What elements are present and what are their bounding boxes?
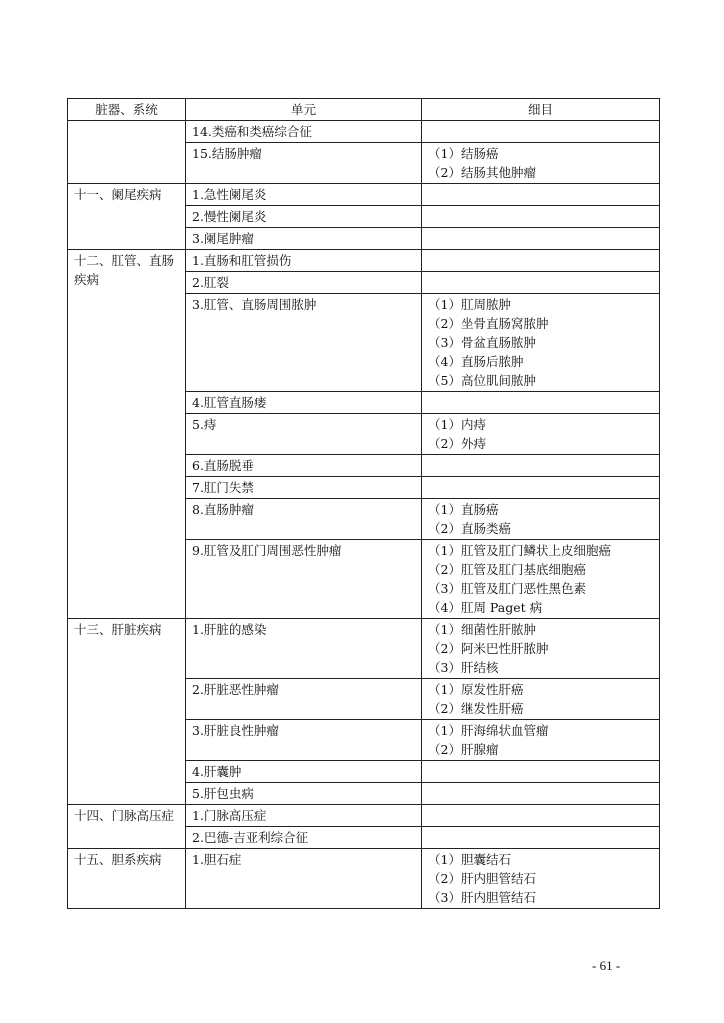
page-number: - 61 - [592, 958, 621, 973]
detail-cell [422, 827, 660, 849]
detail-cell [422, 272, 660, 294]
detail-item: （1）胆囊结石 [428, 852, 511, 867]
detail-cell [422, 392, 660, 414]
unit-cell: 7.肛门失禁 [186, 477, 422, 499]
detail-cell [422, 783, 660, 805]
detail-item: （3）骨盆直肠脓肿 [428, 335, 536, 350]
unit-cell: 15.结肠肿瘤 [186, 143, 422, 184]
detail-item: （3）肛管及肛门恶性黑色素 [428, 581, 586, 596]
unit-cell: 1.直肠和肛管损伤 [186, 250, 422, 272]
detail-cell [422, 679, 660, 720]
organ-cell: 十二、肛管、直肠疾病 [68, 250, 186, 619]
detail-item: （2）阿米巴性肝脓肿 [428, 641, 549, 656]
unit-cell: 4.肛管直肠瘘 [186, 392, 422, 414]
detail-item: （1）内痔 [428, 417, 486, 432]
unit-cell: 8.直肠肿瘤 [186, 499, 422, 540]
detail-cell [422, 805, 660, 827]
detail-item: （1）肛管及肛门鳞状上皮细胞癌 [428, 543, 611, 558]
detail-item: （3）肝结核 [428, 660, 499, 675]
detail-cell [422, 761, 660, 783]
table-row [68, 849, 660, 909]
unit-cell: 2.巴德-吉亚利综合征 [186, 827, 422, 849]
unit-cell: 1.门脉高压症 [186, 805, 422, 827]
detail-item: （1）原发性肝癌 [428, 682, 524, 697]
detail-cell [422, 499, 660, 540]
syllabus-table [67, 98, 660, 909]
unit-cell: 5.肝包虫病 [186, 783, 422, 805]
unit-cell: 2.慢性阑尾炎 [186, 206, 422, 228]
detail-item: （2）肝腺瘤 [428, 742, 499, 757]
detail-item: （2）肝内胆管结石 [428, 871, 536, 886]
unit-cell: 5.痔 [186, 414, 422, 455]
detail-item: （2）直肠类癌 [428, 521, 511, 536]
header-organ: 脏器、系统 [68, 99, 186, 121]
unit-cell: 3.阑尾肿瘤 [186, 228, 422, 250]
unit-cell: 9.肛管及肛门周围恶性肿瘤 [186, 540, 422, 619]
unit-cell: 2.肛裂 [186, 272, 422, 294]
detail-item: （4）肛周 Paget 病 [428, 600, 543, 615]
detail-item: （1）直肠癌 [428, 502, 499, 517]
unit-cell: 1.胆石症 [186, 849, 422, 909]
detail-cell [422, 184, 660, 206]
detail-item: （1）细菌性肝脓肿 [428, 622, 536, 637]
unit-cell: 2.肝脏恶性肿瘤 [186, 679, 422, 720]
detail-item: （3）肝内胆管结石 [428, 890, 536, 905]
detail-cell [422, 720, 660, 761]
detail-item: （5）高位肌间脓肿 [428, 373, 536, 388]
detail-cell [422, 143, 660, 184]
unit-cell: 14.类癌和类癌综合征 [186, 121, 422, 143]
table-row [68, 250, 660, 272]
detail-cell [422, 849, 660, 909]
unit-cell: 4.肝囊肿 [186, 761, 422, 783]
detail-item: （2）继发性肝癌 [428, 701, 524, 716]
detail-cell [422, 619, 660, 679]
unit-cell: 1.急性阑尾炎 [186, 184, 422, 206]
unit-cell: 1.肝脏的感染 [186, 619, 422, 679]
detail-cell [422, 414, 660, 455]
detail-cell [422, 206, 660, 228]
table-row [68, 184, 660, 206]
header-unit: 单元 [186, 99, 422, 121]
table-row [68, 805, 660, 827]
detail-cell [422, 455, 660, 477]
organ-cell: 十四、门脉高压症 [68, 805, 186, 849]
detail-cell [422, 121, 660, 143]
header-detail: 细目 [422, 99, 660, 121]
unit-cell: 3.肝脏良性肿瘤 [186, 720, 422, 761]
detail-item: （2）结肠其他肿瘤 [428, 165, 536, 180]
detail-item: （2）坐骨直肠窝脓肿 [428, 316, 549, 331]
table-row [68, 619, 660, 679]
detail-item: （1）结肠癌 [428, 146, 499, 161]
organ-cell: 十五、胆系疾病 [68, 849, 186, 909]
organ-cell: 十一、阑尾疾病 [68, 184, 186, 250]
detail-cell [422, 294, 660, 392]
detail-item: （1）肛周脓肿 [428, 297, 511, 312]
unit-cell: 3.肛管、直肠周围脓肿 [186, 294, 422, 392]
unit-cell: 6.直肠脱垂 [186, 455, 422, 477]
detail-item: （2）肛管及肛门基底细胞癌 [428, 562, 586, 577]
table-row [68, 121, 660, 143]
organ-cell: 十三、肝脏疾病 [68, 619, 186, 805]
detail-item: （2）外痔 [428, 436, 486, 451]
detail-item: （1）肝海绵状血管瘤 [428, 723, 549, 738]
organ-cell-continued [68, 121, 186, 184]
detail-cell [422, 250, 660, 272]
detail-cell [422, 228, 660, 250]
detail-item: （4）直肠后脓肿 [428, 354, 524, 369]
table-header-row [68, 99, 660, 121]
detail-cell [422, 477, 660, 499]
detail-cell [422, 540, 660, 619]
